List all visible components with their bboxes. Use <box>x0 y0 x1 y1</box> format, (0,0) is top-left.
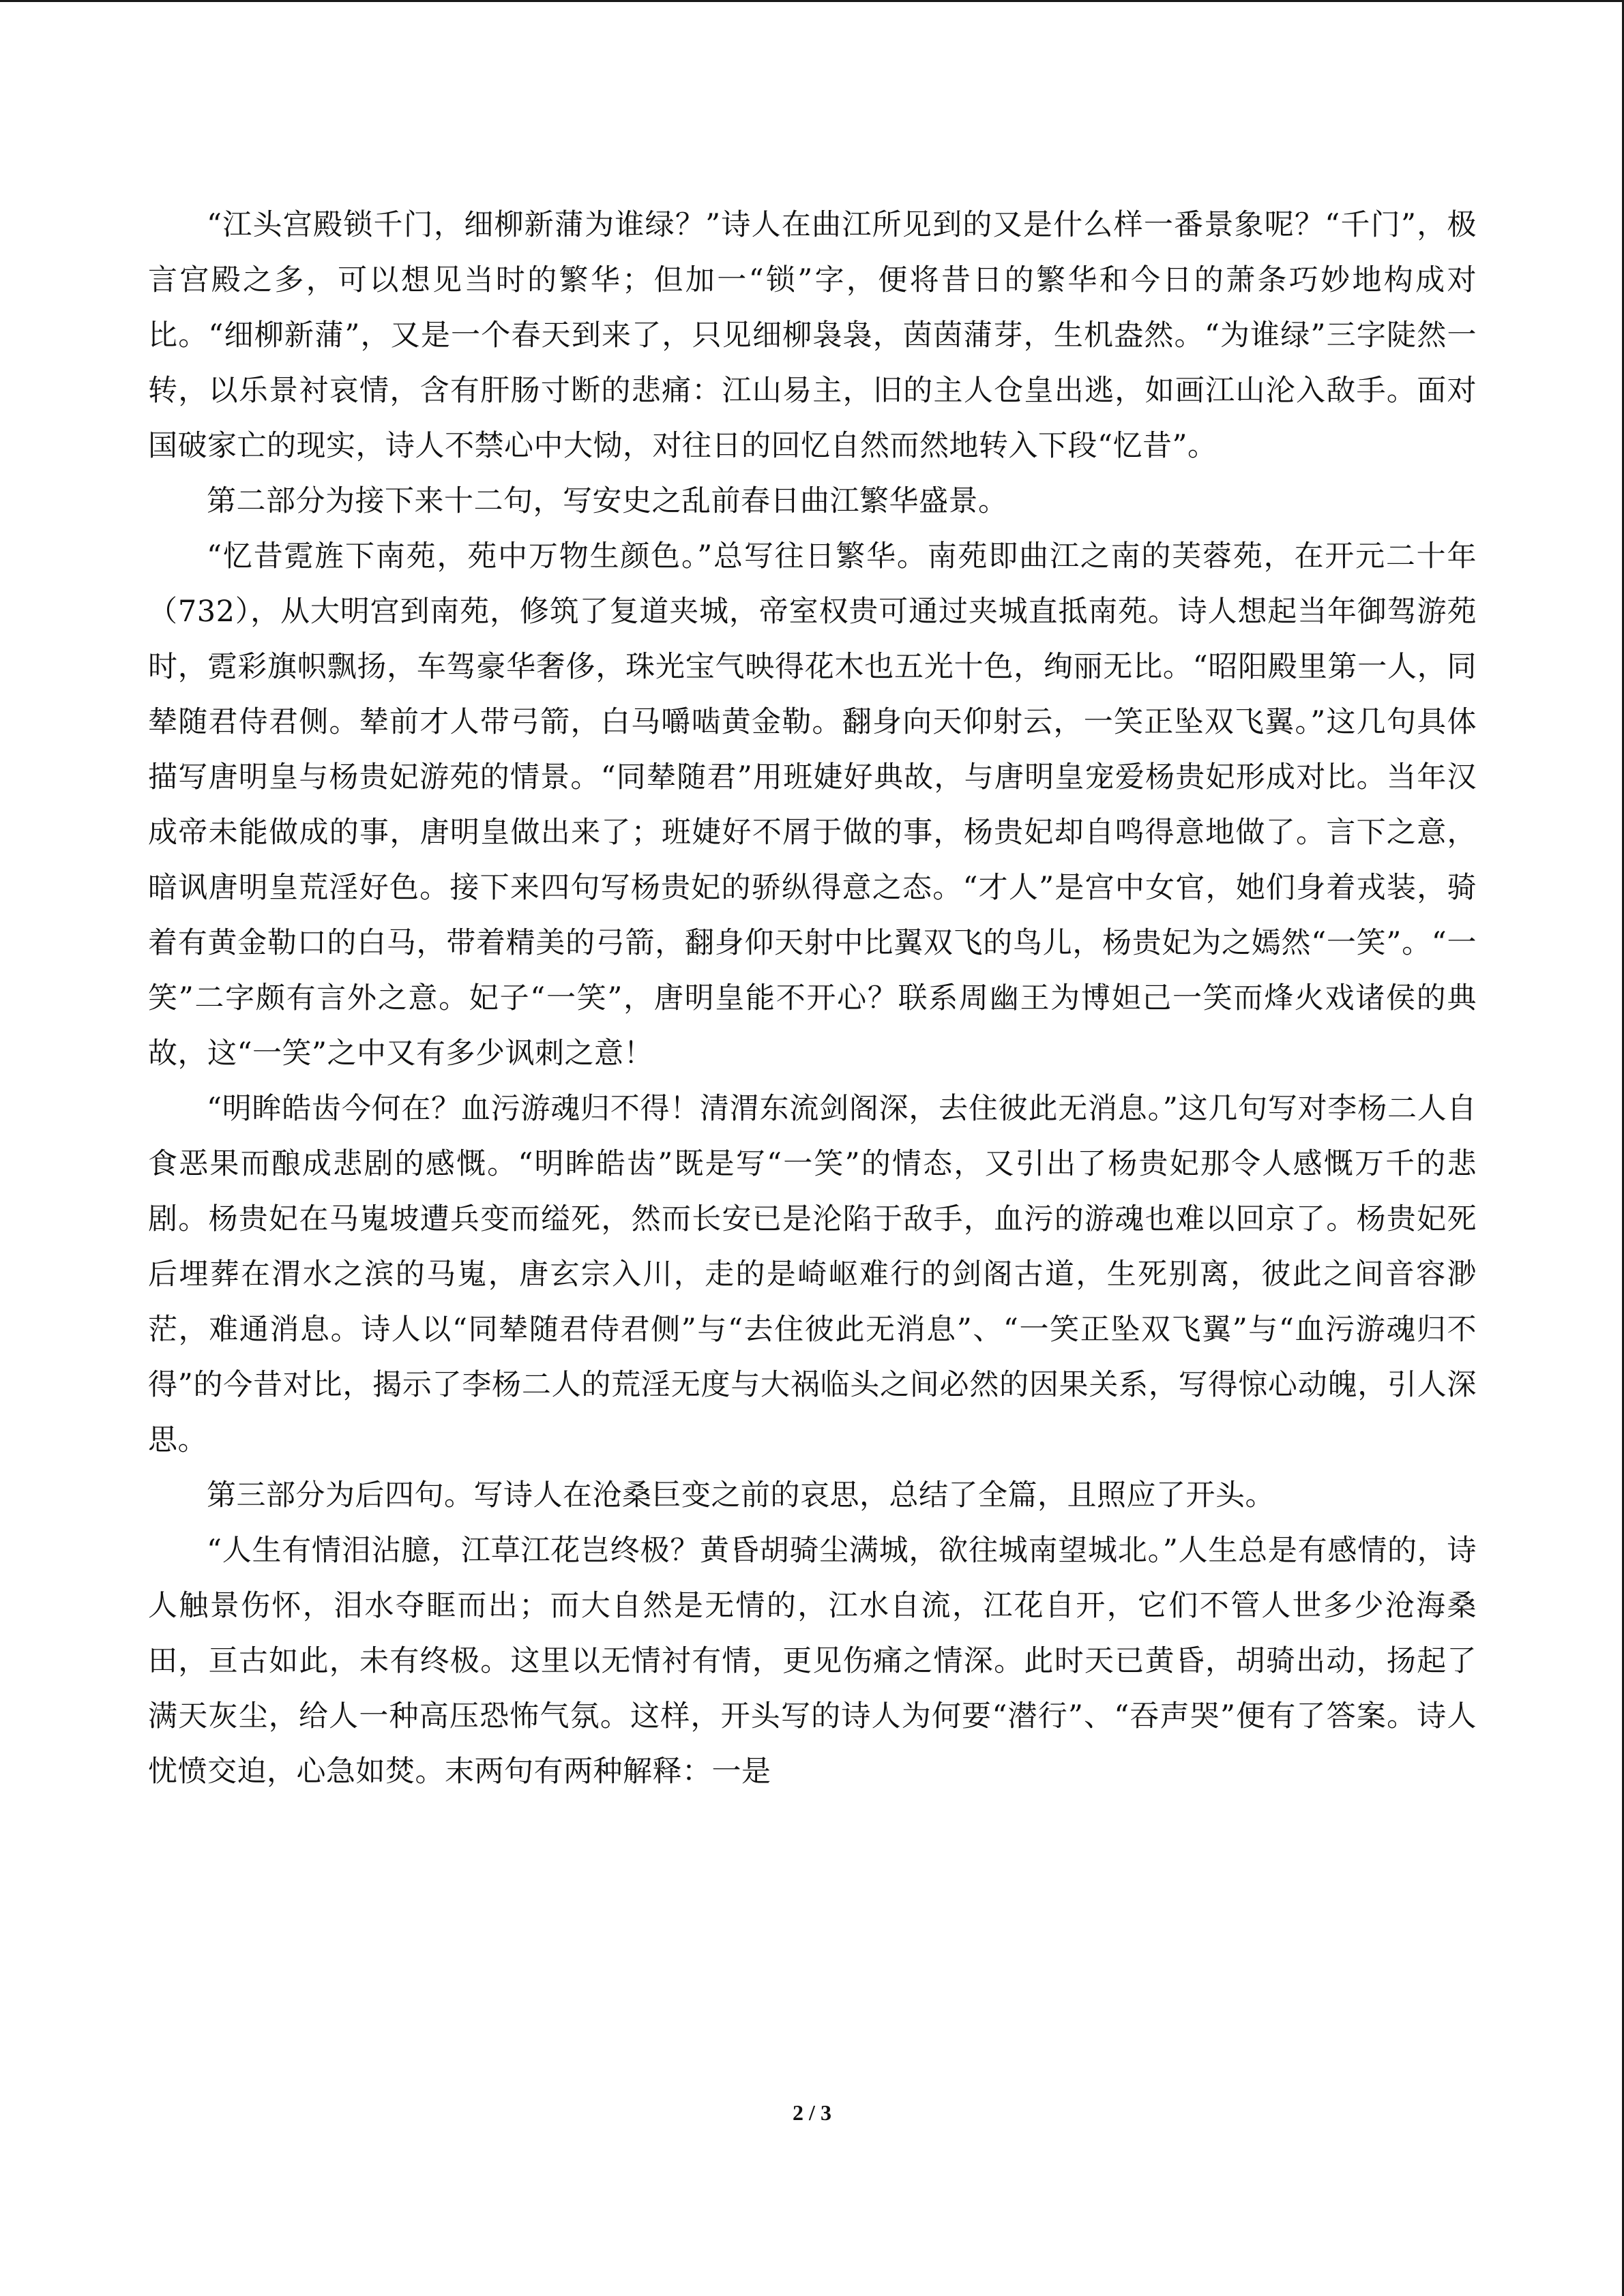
paragraph-5: 第三部分为后四句。写诗人在沧桑巨变之前的哀思，总结了全篇，且照应了开头。 <box>207 1478 1275 1512</box>
document-body <box>148 198 1477 1800</box>
paragraph-1: “江头宫殿锁千门，细柳新蒲为谁绿？”诗人在曲江所见到的又是什么样一番景象呢？“千门”，极言宫殿之多，可以想见当时的繁华；但加一“锁”字，便将昔日的繁华和今日的萧条巧妙地构成对比。“细柳新蒲”，又是一个春天到来了，只见细柳袅袅，茵茵蒲芽，生机盎然。“为谁绿”三字陡然一转，以乐景衬哀情，含有肝肠寸断的悲痛：江山易主，旧的主人仓皇出逃，如画江山沦入敌手。面对国破家亡的现实，诗人不禁心中大恸，对往日的回忆自然而然地转入下段“忆昔”。 <box>148 208 1477 463</box>
paragraph-4: “明眸皓齿今何在？血污游魂归不得！清渭东流剑阁深，去住彼此无消息。”这几句写对李杨二人自食恶果而酿成悲剧的感慨。“明眸皓齿”既是写“一笑”的情态，又引出了杨贵妃那令人感慨万千的悲剧。杨贵妃在马嵬坡遭兵变而缢死，然而长安已是沦陷于敌手，血污的游魂也难以回京了。杨贵妃死后埋葬在渭水之滨的马嵬，唐玄宗入川，走的是崎岖难行的剑阁古道，生死别离，彼此之间音容渺茫，难通消息。诗人以“同辇随君侍君侧”与“去住彼此无消息”、“一笑正坠双飞翼”与“血污游魂归不得”的今昔对比，揭示了李杨二人的荒淫无度与大祸临头之间必然的因果关系，写得惊心动魄，引人深思。 <box>148 1092 1477 1457</box>
page-number: 2 / 3 <box>793 2100 831 2125</box>
paragraph-6: “人生有情泪沾臆，江草江花岂终极？黄昏胡骑尘满城，欲往城南望城北。”人生总是有感情的，诗人触景伤怀，泪水夺眶而出；而大自然是无情的，江水自流，江花自开，它们不管人世多少沧海桑田，亘古如此，未有终极。这里以无情衬有情，更见伤痛之情深。此时天已黄昏，胡骑出动，扬起了满天灰尘，给人一种高压恐怖气氛。这样，开头写的诗人为何要“潜行”、“吞声哭”便有了答案。诗人忧愤交迫，心急如焚。末两句有两种解释：一是 <box>148 1534 1477 1789</box>
paragraph-3: “忆昔霓旌下南苑，苑中万物生颜色。”总写往日繁华。南苑即曲江之南的芙蓉苑，在开元二十年（732），从大明宫到南苑，修筑了复道夹城，帝室权贵可通过夹城直抵南苑。诗人想起当年御驾游苑时，霓彩旗帜飘扬，车驾豪华奢侈，珠光宝气映得花木也五光十色，绚丽无比。“昭阳殿里第一人，同辇随君侍君侧。辇前才人带弓箭，白马嚼啮黄金勒。翻身向天仰射云，一笑正坠双飞翼。”这几句具体描写唐明皇与杨贵妃游苑的情景。“同辇随君”用班婕好典故，与唐明皇宠爱杨贵妃形成对比。当年汉成帝未能做成的事，唐明皇做出来了；班婕好不屑于做的事，杨贵妃却自鸣得意地做了。言下之意，暗讽唐明皇荒淫好色。接下来四句写杨贵妃的骄纵得意之态。“才人”是宫中女官，她们身着戎装，骑着有黄金勒口的白马，带着精美的弓箭，翻身仰天射中比翼双飞的鸟儿，杨贵妃为之嫣然“一笑”。“一笑”二字颇有言外之意。妃子“一笑”，唐明皇能不开心？联系周幽王为博妲己一笑而烽火戏诸侯的典故，这“一笑”之中又有多少讽刺之意！ <box>148 539 1477 1071</box>
paragraph-2: 第二部分为接下来十二句，写安史之乱前春日曲江繁华盛景。 <box>207 484 1008 518</box>
page-top-border <box>0 0 1624 2</box>
